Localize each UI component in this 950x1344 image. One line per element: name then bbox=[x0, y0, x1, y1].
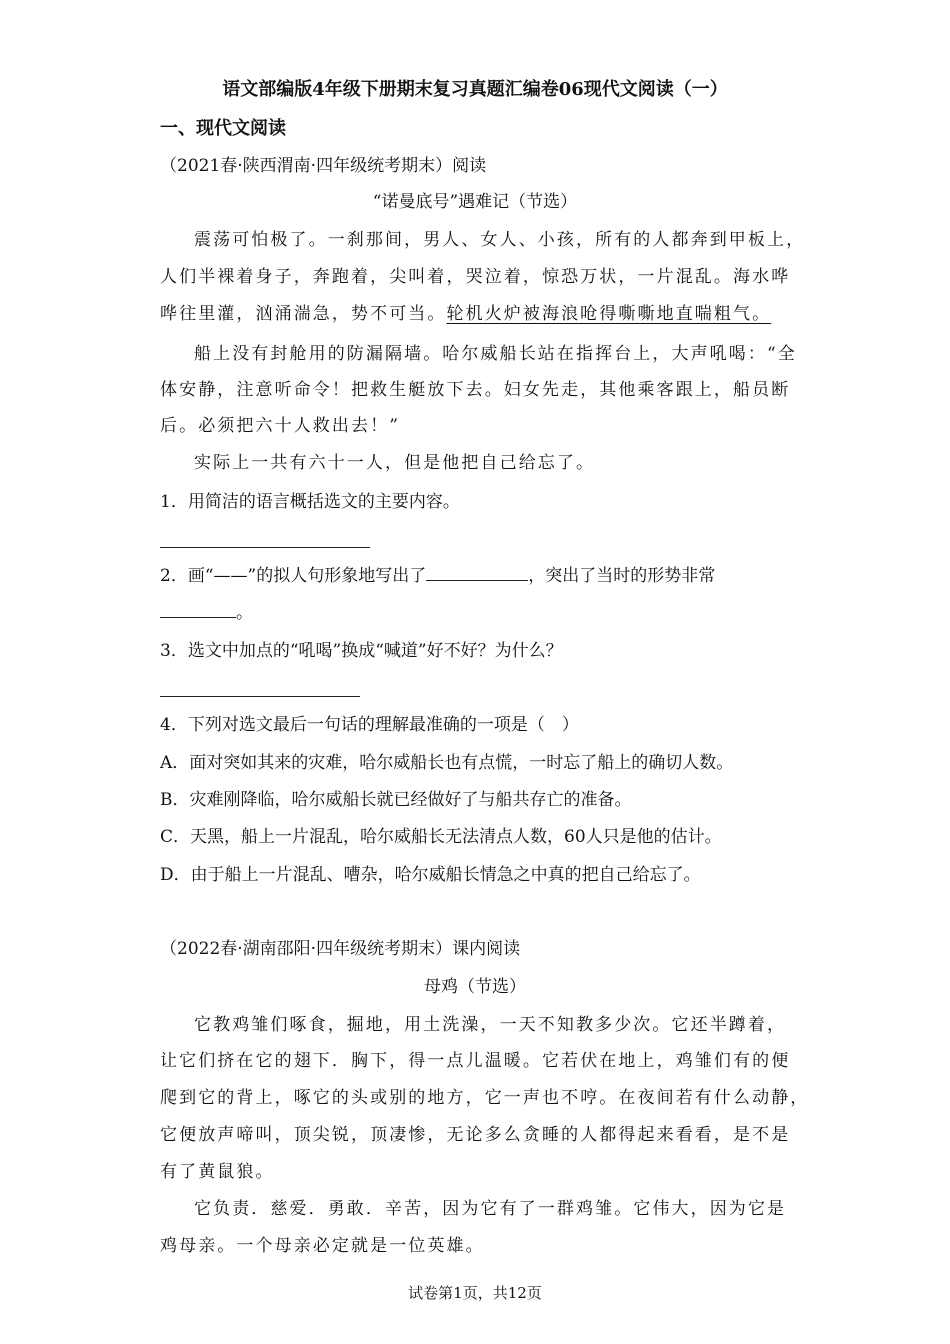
question-2 bbox=[160, 565, 715, 587]
passage1-text: 哗往里灌，汹涌湍急，势不可当。 bbox=[160, 304, 447, 324]
passage2-source: （2022春·湖南邵阳·四年级统考期末）课内阅读 bbox=[160, 939, 521, 959]
passage1-line bbox=[160, 303, 771, 325]
passage1-source: （2021春·陕西渭南·四年级统考期末）阅读 bbox=[160, 156, 487, 176]
passage2-line: 有了黄鼠狼。 bbox=[160, 1162, 275, 1182]
passage2-line: 它教鸡雏们啄食，掘地，用土洗澡，一天不知教多少次。它还半蹲着， bbox=[194, 1015, 787, 1035]
question-3: 3．选文中加点的“吼喝”换成“喊道”好不好？为什么？ bbox=[160, 641, 563, 661]
passage2-line: 爬到它的背上，啄它的头或别的地方，它一声也不哼。在夜间若有什么动静， bbox=[160, 1088, 810, 1108]
passage1-line: 实际上一共有六十一人，但是他把自己给忘了。 bbox=[194, 453, 596, 473]
passage2-line: 让它们挤在它的翅下．胸下，得一点儿温暖。它若伏在地上，鸡雏们有的便 bbox=[160, 1051, 791, 1071]
passage1-line: 人们半裸着身子，奔跑着，尖叫着，哭泣着，惊恐万状，一片混乱。海水哗 bbox=[160, 267, 791, 287]
passage2-line: 它便放声啼叫，顶尖锐，顶凄惨，无论多么贪睡的人都得起来看看，是不是 bbox=[160, 1125, 791, 1145]
page-footer: 试卷第1页，共12页 bbox=[408, 1284, 542, 1302]
passage1-line: 船上没有封舱用的防漏隔墙。哈尔威船长站在指挥台上，大声吼喝：“全 bbox=[194, 344, 797, 364]
question-2-cont bbox=[160, 602, 253, 624]
passage2-line: 它负责．慈爱．勇敢．辛苦，因为它有了一群鸡雏。它伟大，因为它是 bbox=[194, 1199, 787, 1219]
passage1-line: 后。必须把六十人救出去！” bbox=[160, 416, 400, 436]
passage1-title: “诺曼底号”遇难记（节选） bbox=[372, 192, 578, 212]
option-c[interactable]: C．天黑，船上一片混乱，哈尔威船长无法清点人数，60人只是他的估计。 bbox=[160, 827, 722, 847]
section-heading: 一、现代文阅读 bbox=[160, 118, 286, 139]
question-4: 4．下列对选文最后一句话的理解最准确的一项是（ ） bbox=[160, 715, 579, 735]
option-a[interactable]: A．面对突如其来的灾难，哈尔威船长也有点慌，一时忘了船上的确切人数。 bbox=[160, 753, 734, 773]
passage2-line: 鸡母亲。一个母亲必定就是一位英雄。 bbox=[160, 1236, 485, 1256]
document-title: 语文部编版4年级下册期末复习真题汇编卷06现代文阅读（一） bbox=[222, 79, 728, 100]
answer-blank-2b[interactable] bbox=[160, 603, 236, 618]
answer-blank-3[interactable] bbox=[160, 696, 360, 697]
underlined-personification: 轮机火炉被海浪呛得嘶嘶地直喘粗气。 bbox=[446, 304, 772, 324]
passage1-line: 震荡可怕极了。一刹那间，男人、女人、小孩，所有的人都奔到甲板上， bbox=[194, 230, 806, 250]
option-b[interactable]: B．灾难刚降临，哈尔威船长就已经做好了与船共存亡的准备。 bbox=[160, 790, 632, 810]
answer-blank-2a[interactable] bbox=[426, 566, 528, 581]
answer-blank-1[interactable] bbox=[160, 547, 370, 548]
question-2-text-a: 2．画“——”的拟人句形象地写出了 bbox=[160, 566, 427, 586]
question-2-text-c: 。 bbox=[236, 603, 253, 623]
option-d[interactable]: D．由于船上一片混乱、嘈杂，哈尔威船长情急之中真的把自己给忘了。 bbox=[160, 865, 701, 885]
question-2-text-b: ，突出了当时的形势非常 bbox=[528, 566, 716, 586]
passage1-line: 体安静，注意听命令！把救生艇放下去。妇女先走，其他乘客跟上，船员断 bbox=[160, 380, 791, 400]
question-1: 1．用简洁的语言概括选文的主要内容。 bbox=[160, 492, 460, 512]
passage2-title: 母鸡（节选） bbox=[424, 977, 526, 997]
